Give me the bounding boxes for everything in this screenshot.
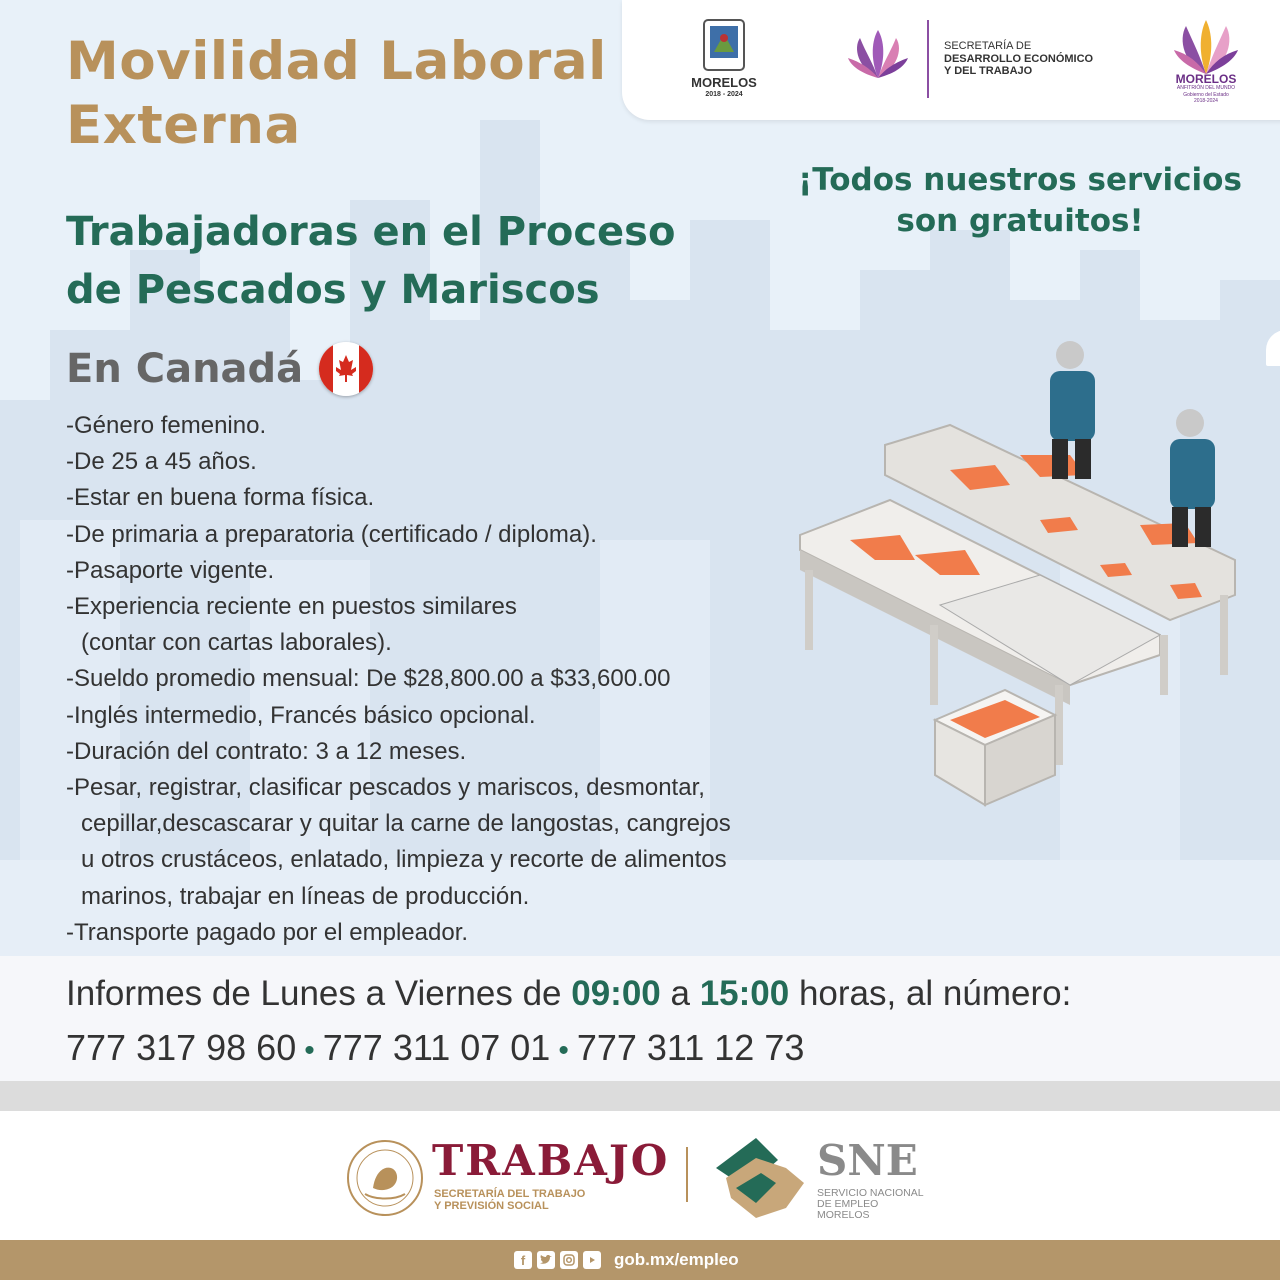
morelos-brand: MORELOS xyxy=(1175,72,1237,86)
requirement-item: -Género femenino. xyxy=(66,412,267,439)
requirement-item: cepillar,descascarar y quitar la carne de langostas, cangrejos xyxy=(81,810,731,838)
phone-number[interactable]: 777 317 98 60 xyxy=(66,1027,297,1068)
phone-number[interactable]: 777 311 07 01 xyxy=(322,1027,551,1068)
job-subtitle xyxy=(66,203,675,319)
gray-divider-band xyxy=(0,1081,1280,1111)
worker-figure xyxy=(1050,341,1095,479)
page-title xyxy=(66,30,607,158)
requirement-item: -Estar en buena forma física. xyxy=(66,484,375,512)
separator-dot: • xyxy=(304,1034,315,1067)
handshake-icon xyxy=(716,1138,808,1222)
title-line2: Externa xyxy=(66,95,301,156)
phone-numbers xyxy=(66,1027,804,1069)
country-label: En Canadá xyxy=(66,346,304,392)
facebook-icon[interactable]: f xyxy=(514,1251,532,1269)
requirement-item: -De 25 a 45 años. xyxy=(66,448,257,476)
sne-sub-line1: SERVICIO NACIONAL xyxy=(817,1187,924,1199)
worker-figure xyxy=(1170,409,1215,547)
youtube-icon[interactable] xyxy=(583,1251,601,1269)
trabajo-wordmark: TRABAJO xyxy=(432,1136,670,1185)
requirement-item: -De primaria a preparatoria (certificado / diploma). xyxy=(66,520,597,548)
requirements-list xyxy=(66,408,731,951)
requirement-item: marinos, trabajar en líneas de producción. xyxy=(81,882,530,910)
info-prefix: Informes de Lunes a Viernes de xyxy=(66,974,572,1013)
info-end-time: 15:00 xyxy=(699,974,790,1013)
requirement-item: -Transporte pagado por el empleador. xyxy=(66,918,469,946)
requirement-item: -Sueldo promedio mensual: De $28,800.00 a $33,600.00 xyxy=(66,665,671,693)
info-hours xyxy=(66,974,1071,1014)
national-seal-icon xyxy=(345,1138,425,1218)
morelos-shield-icon xyxy=(704,20,744,70)
secretaria-line2: DESARROLLO ECONÓMICO xyxy=(944,53,1094,65)
phone-number[interactable]: 777 311 12 73 xyxy=(576,1027,805,1068)
twitter-icon[interactable] xyxy=(537,1251,555,1269)
requirement-item: -Pesar, registrar, clasificar pescados y mariscos, desmontar, xyxy=(66,774,705,802)
lotus-icon xyxy=(848,30,908,78)
requirement-item: -Inglés intermedio, Francés básico opcional. xyxy=(66,701,536,729)
trabajo-sub-line2: Y PREVISIÓN SOCIAL xyxy=(434,1200,549,1212)
website-link[interactable]: gob.mx/empleo xyxy=(614,1250,739,1269)
subtitle-line2: de Pescados y Mariscos xyxy=(66,267,600,313)
requirement-item: u otros crustáceos, enlatado, limpieza y recorte de alimentos xyxy=(81,846,727,874)
info-start-time: 09:00 xyxy=(571,974,661,1013)
requirement-item: -Experiencia reciente en puestos similares xyxy=(66,593,517,621)
country-heading xyxy=(66,342,373,396)
trabajo-subtitle xyxy=(434,1188,634,1212)
info-middle: a xyxy=(660,974,700,1013)
header-logo-card xyxy=(622,0,1280,120)
footer-divider xyxy=(686,1147,688,1202)
canada-flag-icon xyxy=(319,342,373,396)
sne-wordmark: SNE xyxy=(817,1136,918,1185)
requirement-item: (contar con cartas laborales). xyxy=(81,629,392,657)
morelos-brand-sub: Gobierno del Estado xyxy=(1183,92,1229,98)
title-line1: Movilidad Laboral xyxy=(66,31,607,92)
morelos-brand-tag: ANFITRIÓN DEL MUNDO xyxy=(1176,85,1236,91)
secretaria-line3: Y DEL TRABAJO xyxy=(944,65,1033,77)
secretaria-line1: SECRETARÍA DE xyxy=(944,40,1032,52)
social-links xyxy=(514,1250,739,1270)
free-line1: ¡Todos nuestros servicios xyxy=(798,162,1242,198)
sne-subtitle xyxy=(817,1188,967,1221)
requirement-item: -Duración del contrato: 3 a 12 meses. xyxy=(66,737,467,765)
morelos-logo-years: 2018 - 2024 xyxy=(705,91,743,98)
morelos-brand-years: 2018-2024 xyxy=(1194,98,1218,104)
sne-sub-line2: DE EMPLEO xyxy=(817,1198,879,1210)
subtitle-line1: Trabajadoras en el Proceso xyxy=(66,209,676,255)
morelos-logo-label: MORELOS xyxy=(691,75,757,90)
instagram-icon[interactable] xyxy=(560,1251,578,1269)
free-services-note xyxy=(790,160,1250,242)
free-line2: son gratuitos! xyxy=(896,203,1144,239)
info-suffix: horas, al número: xyxy=(789,974,1072,1013)
separator-dot: • xyxy=(558,1034,569,1067)
trabajo-sub-line1: SECRETARÍA DEL TRABAJO xyxy=(434,1188,586,1200)
fish-processing-illustration xyxy=(790,335,1260,810)
lotus-icon xyxy=(1174,20,1238,74)
sne-sub-line3: MORELOS xyxy=(817,1209,870,1221)
requirement-item: -Pasaporte vigente. xyxy=(66,556,275,584)
